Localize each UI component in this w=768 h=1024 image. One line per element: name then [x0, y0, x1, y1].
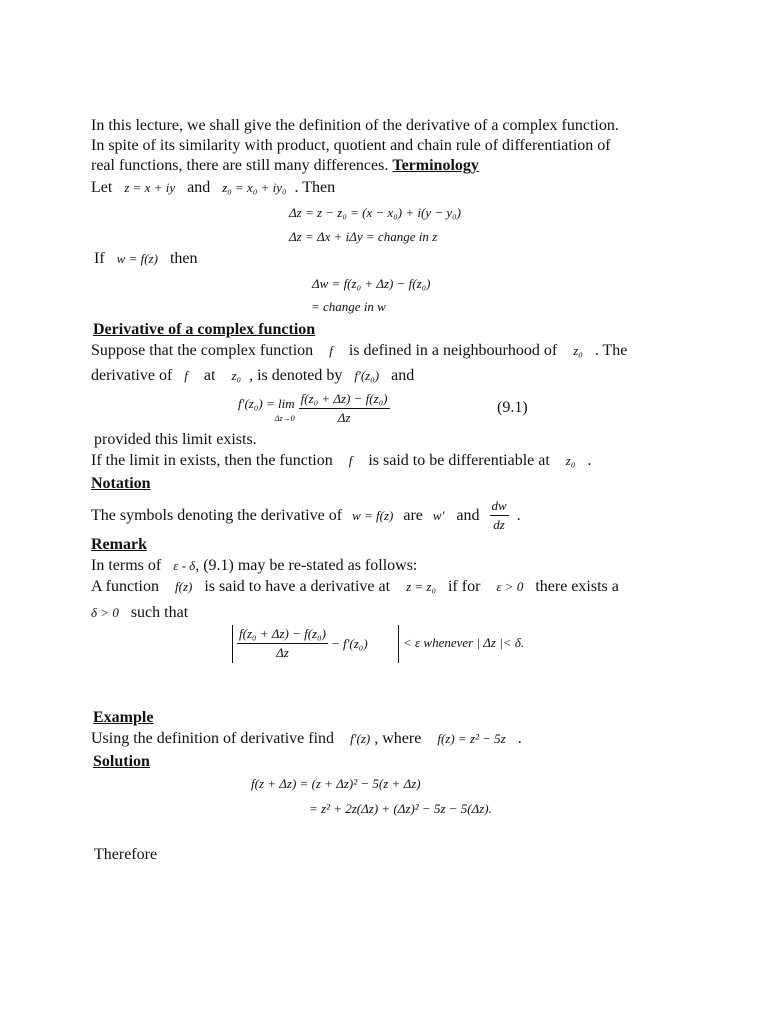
- s3-text-b: is said to be differentiable at: [368, 452, 550, 469]
- remark-delta-gt-0: δ > 0: [91, 605, 119, 620]
- then-word: . Then: [294, 179, 336, 196]
- s2-f: f: [184, 368, 188, 383]
- ineq-numerator: f(z₀ + Δz) − f(z₀): [237, 625, 328, 644]
- remark-l3-a: such that: [130, 604, 189, 621]
- dw-numerator: dw: [490, 497, 509, 516]
- remark-heading: Remark: [91, 536, 147, 553]
- remark-l2-d: there exists a: [535, 578, 619, 595]
- intro-line-3: [91, 156, 479, 176]
- if-word: If: [94, 250, 105, 267]
- provided-line: provided this limit exists.: [94, 431, 257, 448]
- derivative-sentence-1: [91, 341, 627, 361]
- and-word: and: [187, 179, 211, 196]
- remark-line-2: [91, 577, 619, 597]
- s2-text-a: derivative of: [91, 367, 173, 384]
- equation-label: (9.1): [497, 399, 528, 416]
- s2-text-b: at: [203, 367, 216, 384]
- s3-text-c: .: [587, 452, 592, 469]
- delta-z-equation-2: Δz = Δx + iΔy = change in z: [289, 229, 438, 244]
- solution-equation-2: = z² + 2z(Δz) + (Δz)² − 5z − 5(Δz).: [309, 801, 492, 816]
- remark-l2-c: if for: [447, 578, 481, 595]
- solution-heading: Solution: [93, 753, 150, 770]
- example-fz: f(z) = z² − 5z: [437, 731, 506, 746]
- z-definition: z = x + iy: [124, 180, 176, 195]
- abs-bar-right: [398, 625, 399, 663]
- example-line: [91, 729, 522, 749]
- delta-z-equation-1: Δz = z − z₀ = (x − x₀) + i(y − y₀): [289, 205, 462, 220]
- then-word-2: then: [169, 250, 198, 267]
- example-heading: Example: [93, 709, 154, 726]
- remark-z-eq-z0: z = z₀: [406, 579, 436, 594]
- s1-z0: z₀: [573, 343, 583, 358]
- remark-eps-gt-0: ε > 0: [496, 579, 524, 594]
- s3-text-a: If the limit in exists, then the function: [91, 452, 333, 469]
- s1-text-b: is defined in a neighbourhood of: [348, 342, 558, 359]
- remark-l2-b: is said to have a derivative at: [204, 578, 391, 595]
- delta-w-equation-1: Δw = f(z₀ + Δz) − f(z₀): [312, 276, 431, 291]
- derivative-sentence-3: [91, 451, 591, 471]
- remark-line-1: [91, 556, 417, 576]
- s1-text-a: Suppose that the complex function: [91, 342, 314, 359]
- derivative-definition-equation: [238, 390, 390, 427]
- intro-line-3-text: real functions, there are still many differences.: [91, 157, 389, 174]
- s1-text-c: . The: [594, 342, 628, 359]
- eq-fraction: [299, 390, 390, 427]
- s2-z0: z₀: [231, 368, 242, 383]
- intro-line-1: In this lecture, we shall give the definition of the derivative of a complex function.: [91, 117, 619, 134]
- notation-w-prime: w′: [432, 507, 445, 523]
- s2-text-d: and: [391, 367, 415, 384]
- derivative-sentence-2: [91, 366, 414, 386]
- example-fprime: f′(z): [350, 731, 371, 746]
- s3-f: f: [348, 453, 353, 468]
- remark-fz: f(z): [175, 579, 193, 594]
- ineq-fraction: [237, 625, 328, 662]
- intro-line-2: In spite of its similarity with product, quotient and chain rule of differentiation of: [91, 137, 611, 154]
- terminology-heading: Terminology: [392, 157, 479, 174]
- example-text-b: , where: [374, 730, 422, 747]
- eq-numerator: f(z₀ + Δz) − f(z₀): [299, 390, 390, 409]
- derivative-heading: Derivative of a complex function: [93, 321, 316, 338]
- eq-lhs-group: [238, 394, 295, 423]
- z0-definition: z₀ = x₀ + iy₀: [222, 180, 287, 195]
- eq-lhs: f′(z₀) = lim: [238, 396, 295, 411]
- ineq-denominator: Δz: [276, 645, 289, 660]
- therefore-line: Therefore: [94, 846, 158, 863]
- notation-text-a: The symbols denoting the derivative of: [91, 506, 343, 524]
- epsilon-delta: ε - δ: [173, 558, 196, 573]
- remark-l1-b: , (9.1) may be re-stated as follows:: [195, 557, 418, 574]
- notation-are: are: [403, 506, 423, 524]
- notation-w-def: w = f(z): [352, 507, 394, 523]
- remark-l2-a: A function: [91, 578, 159, 595]
- let-word: Let: [91, 179, 113, 196]
- ineq-tail: < ε whenever | Δz |< δ.: [403, 635, 525, 650]
- s3-z0: z₀: [565, 453, 576, 468]
- notation-and: and: [456, 506, 480, 524]
- epsilon-delta-inequality: [237, 625, 368, 662]
- ineq-fprime: − f′(z₀): [330, 635, 368, 651]
- w-definition: w = f(z): [116, 251, 158, 266]
- let-line: [91, 178, 335, 198]
- remark-line-3: [91, 603, 188, 623]
- example-text-a: Using the definition of derivative find: [91, 730, 335, 747]
- delta-w-equation-2: = change in w: [311, 299, 386, 314]
- eq-lim-subscript: Δz→0: [274, 414, 295, 423]
- remark-l1-a: In terms of: [91, 557, 162, 574]
- s1-f: f: [329, 343, 333, 358]
- abs-bar-left: [232, 625, 233, 663]
- dw-dz-fraction: [490, 497, 509, 534]
- eq-denominator: Δz: [337, 410, 351, 425]
- notation-heading: Notation: [91, 475, 151, 492]
- solution-equation-1: f(z + Δz) = (z + Δz)² − 5(z + Δz): [251, 776, 421, 791]
- notation-line: [91, 497, 521, 534]
- dz-denominator: dz: [493, 517, 505, 532]
- if-line: [94, 249, 197, 269]
- s2-text-c: , is denoted by: [249, 367, 343, 384]
- example-period: .: [517, 730, 522, 747]
- s2-fprime: f′(z₀): [354, 368, 380, 383]
- notation-period: .: [516, 506, 521, 524]
